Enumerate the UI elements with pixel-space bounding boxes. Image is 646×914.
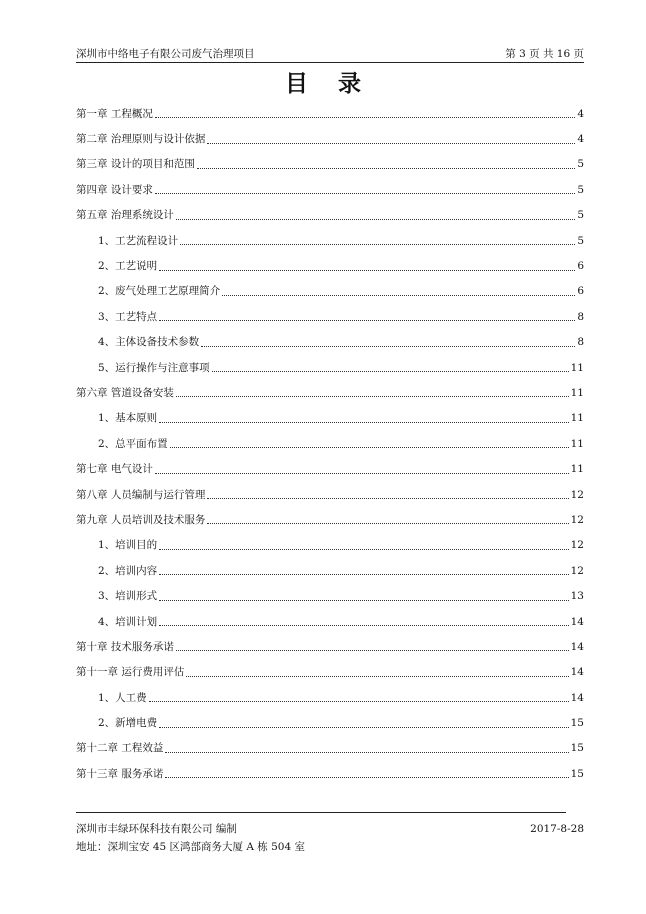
toc-entry[interactable]: [76, 685, 584, 710]
toc-entry[interactable]: [76, 355, 584, 380]
toc-entry-label: 第十章 技术服务承诺: [76, 640, 174, 653]
toc-entry-page: 11: [570, 412, 584, 425]
toc-leader-dots: [159, 727, 568, 728]
toc-entry-label: 3、培训形式: [98, 590, 158, 603]
toc-leader-dots: [176, 396, 569, 397]
toc-entry-label: 4、培训计划: [98, 615, 158, 628]
toc-entry[interactable]: [76, 558, 584, 583]
toc-entry[interactable]: [76, 406, 584, 431]
toc-leader-dots: [176, 219, 575, 220]
toc-entry-label: 2、新增电费: [98, 717, 158, 730]
toc-leader-dots: [207, 143, 575, 144]
toc-entry[interactable]: [76, 710, 584, 735]
toc-entry-page: 4: [577, 133, 584, 146]
toc-entry-label: 2、废气处理工艺原理简介: [98, 285, 221, 298]
toc-entry-page: 6: [577, 260, 584, 273]
toc-entry-page: 5: [577, 209, 584, 222]
toc-entry-page: 11: [570, 386, 584, 399]
toc-leader-dots: [159, 320, 575, 321]
toc-entry-page: 11: [570, 437, 584, 450]
toc-entry[interactable]: [76, 634, 584, 659]
toc-entry[interactable]: [76, 507, 584, 532]
toc-entry-page: 15: [570, 717, 584, 730]
toc-entry-page: 13: [570, 590, 584, 603]
toc-entry[interactable]: [76, 660, 584, 685]
toc-entry[interactable]: [76, 736, 584, 761]
toc-leader-dots: [180, 244, 575, 245]
toc-entry[interactable]: [76, 380, 584, 405]
toc-entry-page: 14: [570, 615, 584, 628]
toc-entry-label: 1、基本原则: [98, 412, 158, 425]
toc-leader-dots: [212, 371, 569, 372]
toc-entry-label: 2、培训内容: [98, 564, 158, 577]
toc-entry-page: 8: [577, 336, 584, 349]
toc-entry[interactable]: [76, 279, 584, 304]
toc-entry[interactable]: [76, 761, 584, 786]
toc-entry[interactable]: [76, 253, 584, 278]
toc-entry-page: 12: [570, 488, 584, 501]
toc-entry-page: 5: [577, 158, 584, 171]
footer-divider: [76, 812, 566, 813]
toc-entry-page: 11: [570, 463, 584, 476]
toc-title: 目录: [285, 70, 391, 97]
header-project-title: 深圳市中络电子有限公司废气治理项目: [76, 48, 255, 60]
toc-entry-page: 5: [577, 234, 584, 247]
toc-entry-page: 12: [570, 564, 584, 577]
toc-leader-dots: [201, 346, 575, 347]
toc-leader-dots: [207, 498, 568, 499]
toc-entry-page: 12: [570, 539, 584, 552]
toc-leader-dots: [186, 676, 568, 677]
toc-leader-dots: [159, 422, 568, 423]
toc-entry-page: 14: [570, 691, 584, 704]
footer-address: 地址：深圳宝安 45 区鸿部商务大厦 A 栋 504 室: [76, 841, 306, 853]
toc-leader-dots: [159, 270, 575, 271]
toc-entry-page: 5: [577, 183, 584, 196]
toc-entry[interactable]: [76, 228, 584, 253]
footer-company: 深圳市丰绿环保科技有限公司 编制: [76, 823, 237, 835]
toc-entry[interactable]: [76, 533, 584, 558]
toc-entry-label: 第四章 设计要求: [76, 183, 153, 196]
toc-leader-dots: [176, 650, 569, 651]
toc-leader-dots: [149, 701, 569, 702]
toc-entry[interactable]: [76, 431, 584, 456]
toc-entry-page: 14: [570, 640, 584, 653]
toc-entry-label: 第六章 管道设备安装: [76, 386, 174, 399]
page-footer: [76, 820, 584, 856]
toc-entry-label: 第十一章 运行费用评估: [76, 666, 185, 679]
toc-entry[interactable]: [76, 101, 584, 126]
toc-entry-page: 6: [577, 285, 584, 298]
toc-entry-label: 第五章 治理系统设计: [76, 209, 174, 222]
toc-entry-label: 1、工艺流程设计: [98, 234, 179, 247]
toc-leader-dots: [170, 447, 569, 448]
toc-entry-label: 第九章 人员培训及技术服务: [76, 513, 206, 526]
toc-entry[interactable]: [76, 482, 584, 507]
toc-entry[interactable]: [76, 583, 584, 608]
toc-entry[interactable]: [76, 609, 584, 634]
toc-entry-label: 第十三章 服务承诺: [76, 767, 164, 780]
toc-entry-label: 第十二章 工程效益: [76, 742, 164, 755]
toc-entry-page: 11: [570, 361, 584, 374]
toc-entry-label: 2、工艺说明: [98, 260, 158, 273]
toc-leader-dots: [165, 752, 568, 753]
toc-leader-dots: [155, 473, 569, 474]
toc-leader-dots: [155, 117, 575, 118]
toc-entry-label: 第七章 电气设计: [76, 463, 153, 476]
toc-entry-label: 1、人工费: [98, 691, 147, 704]
toc-entry-label: 4、主体设备技术参数: [98, 336, 200, 349]
toc-entry-page: 15: [570, 767, 584, 780]
toc-entry-label: 1、培训目的: [98, 539, 158, 552]
toc-entry-page: 12: [570, 513, 584, 526]
toc-leader-dots: [222, 295, 575, 296]
toc-entry[interactable]: [76, 177, 584, 202]
toc-leader-dots: [207, 523, 568, 524]
toc-entry-label: 第三章 设计的项目和范围: [76, 158, 195, 171]
toc-entry-page: 15: [570, 742, 584, 755]
page-header: [76, 44, 584, 63]
toc-entry[interactable]: [76, 152, 584, 177]
toc-entry[interactable]: [76, 304, 584, 329]
toc-entry-page: 14: [570, 666, 584, 679]
toc-leader-dots: [165, 777, 568, 778]
toc-leader-dots: [155, 193, 575, 194]
toc-entry[interactable]: [76, 330, 584, 355]
toc-entry-page: 8: [577, 310, 584, 323]
footer-date: 2017-8-28: [530, 823, 584, 835]
toc-leader-dots: [159, 574, 568, 575]
toc-entry[interactable]: [76, 456, 584, 481]
toc-leader-dots: [159, 549, 568, 550]
toc-entry-page: 4: [577, 107, 584, 120]
toc-leader-dots: [197, 168, 575, 169]
table-of-contents: [76, 101, 584, 787]
toc-entry-label: 第八章 人员编制与运行管理: [76, 488, 206, 501]
toc-entry-label: 3、工艺特点: [98, 310, 158, 323]
toc-entry[interactable]: [76, 203, 584, 228]
toc-entry-label: 第一章 工程概况: [76, 107, 153, 120]
toc-leader-dots: [159, 625, 568, 626]
header-page-number: 第 3 页 共 16 页: [505, 48, 584, 60]
toc-entry-label: 2、总平面布置: [98, 437, 168, 450]
toc-entry-label: 5、运行操作与注意事项: [98, 361, 210, 374]
toc-leader-dots: [159, 600, 568, 601]
toc-entry-label: 第二章 治理原则与设计依据: [76, 133, 206, 146]
toc-entry[interactable]: [76, 126, 584, 151]
